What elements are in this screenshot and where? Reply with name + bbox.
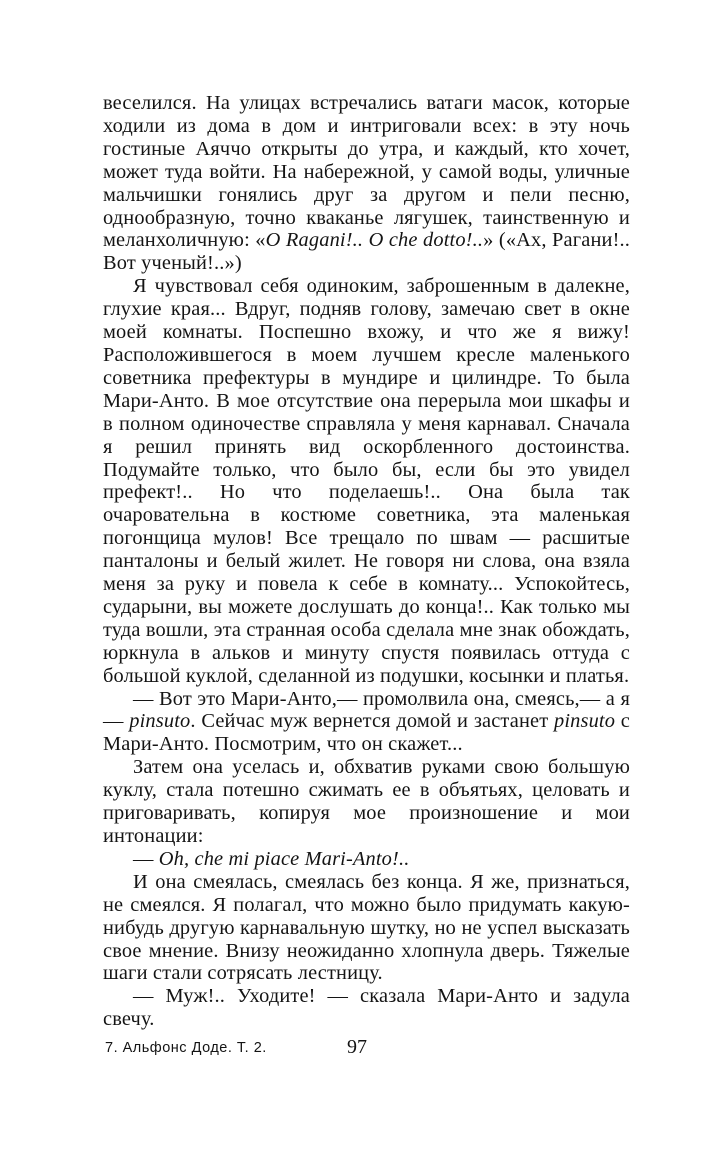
paragraph xyxy=(103,848,630,871)
paragraph xyxy=(103,92,630,275)
text-run: — Вот это Мари-Анто,— промолвила она, смеясь,— а я — xyxy=(103,687,630,733)
italic-text: O Ragani!.. O che dotto!.. xyxy=(265,229,484,252)
italic-text: pinsuto xyxy=(553,710,616,733)
text-run: — Муж!.. Уходите! — сказала Мари-Анто и задула свечу. xyxy=(103,985,630,1031)
text-run: Я чувствовал себя одиноким, заброшенным в далекне, глухие края... Вдруг, подняв голову, замечаю свет в окне моей комнаты. Поспешно вхожу, и что же я вижу! Расположившегося в моем лучшем кресле маленького советника префектуры в мундире и цилиндре. То была Мари-Анто. В мое отсутствие она перерыла мои шкафы и в полном одиночестве справляла у меня карнавал. Сначала я решил принять вид оскорбленного достоинства. Подумайте только, что было бы, если бы это увидел префект!.. Но что поделаешь!.. Она была так очаровательна в костюме советника, эта маленькая погонщица мулов! Все трещало по швам — расшитые панталоны и белый жилет. Не говоря ни слова, она взяла меня за руку и повела к себе в комнату... Успокойтесь, сударыни, вы можете дослушать до конца!.. Как только мы туда вошли, эта странная особа сделала мне знак обождать, юркнула в альков и минуту спустя появилась оттуда с большой куклой, сделанной из подушки, косынки и платья. xyxy=(103,275,630,687)
text-run: — xyxy=(133,847,159,870)
paragraph xyxy=(103,275,630,687)
text-run: Затем она уселась и, обхватив руками свою большую куклу, стала потешно сжимать ее в объятьях, целовать и приговаривать, копируя мое произношение и мои интонации: xyxy=(103,756,630,847)
text-run: с Мари-Анто. Посмотрим, что он скажет... xyxy=(103,710,631,756)
paragraph xyxy=(103,985,630,1031)
italic-text: pinsuto xyxy=(129,710,191,733)
text-run: веселился. На улицах встречались ватаги масок, которые ходили из дома в дом и интриговали всех: в эту ночь гостиные Аяччо открыты до утра, и каждый, кто хочет, может туда войти. На набережной, у самой воды, уличные мальчишки гонялись друг за другом и пели песню, однообразную, точно кваканье лягушек, таинственную и меланхоличную: « xyxy=(103,92,630,252)
paragraph xyxy=(103,756,630,848)
paragraph xyxy=(103,871,630,986)
text-run: . Сейчас муж вернется домой и застанет xyxy=(190,710,554,733)
italic-text: Oh, che mi piace Mari-Anto!.. xyxy=(158,847,410,870)
text-run: » («Ах, Рагани!.. Вот ученый!..») xyxy=(103,229,631,275)
body-text xyxy=(103,92,630,1031)
page-number: 97 xyxy=(347,1036,367,1058)
signature-mark: 7. Альфонс Доде. Т. 2. xyxy=(105,1040,267,1056)
page-footer xyxy=(103,1036,630,1068)
paragraph xyxy=(103,688,630,757)
text-run: И она смеялась, смеялась без конца. Я же, признаться, не смеялся. Я полагал, что можно было придумать какую-нибудь другую карнавальную шутку, но не успел высказать свое мнение. Внизу неожиданно хлопнула дверь. Тяжелые шаги стали сотрясать лестницу. xyxy=(103,870,630,985)
